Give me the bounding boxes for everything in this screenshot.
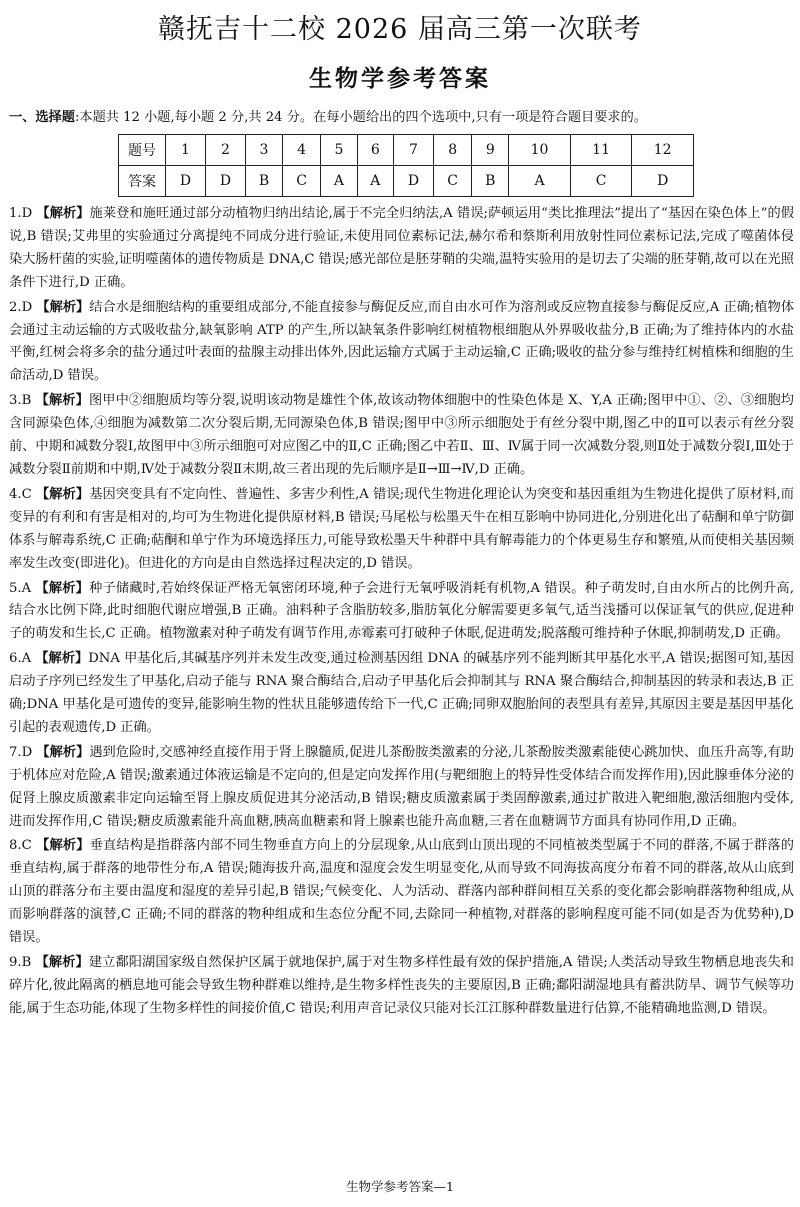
item-number: 4.C [9,486,32,502]
section-heading [9,108,794,128]
item-text: 结合水是细胞结构的重要组成部分,不能直接参与酶促反应,而自由水可作为溶剂或反应物直接参与酶促反应,A 正确;植物体会通过主动运输的方式吸收盐分,缺氧影响 ATP 的产生,所以缺氧条件影响红树植物根细胞从外界吸收盐分,B 正确;为了维持体内的水盐平衡,红树会将多余的盐分通过叶表面的盐腺主动排出体外,因此运输方式属于主动运输,C 正确;吸收的盐分参与维持红树植株和细胞的生命活动,D 错误。 [9,299,795,384]
answer-cell: C [434,166,472,197]
answer-cell: A [357,166,393,197]
explanation-item-8 [9,835,794,950]
analysis-tag: 【解析】 [36,299,90,315]
question-number-cell: 8 [434,135,472,166]
item-text: DNA 甲基化后,其碱基序列并未发生改变,通过检测基因组 DNA 的碱基序列不能判断其甲基化水平,A 错误;据图可知,基因启动子序列已经发生了甲基化,启动子能与 RNA 聚合酶结合,启动子甲基化后会抑制其与 RNA 聚合酶结合,抑制基因的转录和表达,B 正确;DNA 甲基化是可遗传的变异,能影响生物的性状且能够遗传给下一代,C 正确;同卵双胞胎间的表型具有差异,其原因主要是基因甲基化引起的表观遗传,D 正确。 [9,651,794,735]
question-number-cell: 11 [570,135,632,166]
question-number-cell: 9 [472,135,509,166]
section-number: 一、 [9,110,36,125]
item-text: 遇到危险时,交感神经直接作用于肾上腺髓质,促进儿茶酚胺类激素的分泌,儿茶酚胺类激素能使心跳加快、血压升高等,有助于机体应对危险,A 错误;激素通过体液运输是不定向的,但是定向发挥作用(与靶细胞上的特异性受体结合而发挥作用),因此腺垂体分泌的促肾上腺皮质激素非定向运输至肾上腺皮质促进其分泌活动,B 错误;糖皮质激素属于类固醇激素,通过扩散进入靶细胞,激活细胞内受体,进而发挥作用,C 错误;糖皮质激素能升高血糖,胰高血糖素和肾上腺素也能升高血糖,三者在血糖调节方面具有协同作用,D 正确。 [9,744,795,829]
analysis-tag: 【解析】 [35,393,89,409]
item-text: 种子储藏时,若始终保证严格无氧密闭环境,种子会进行无氧呼吸消耗有机物,A 错误。种子萌发时,自由水所占的比例升高,结合水比例下降,此时细胞代谢应增强,B 正确。油料种子含脂肪较多,脂肪氧化分解需要更多氧气,适当浅播可以保证氧气的供应,促进种子的萌发和生长,C 正确。植物激素对种子萌发有调节作用,赤霉素可打破种子休眠,促进萌发;脱落酸可维持种子休眠,抑制萌发,D 正确。 [9,580,795,642]
answer-cell: B [246,166,283,197]
section-instructions: :本题共 12 小题,每小题 2 分,共 24 分。在每小题给出的四个选项中,只有一项是符合题目要求的。 [74,110,647,125]
analysis-tag: 【解析】 [35,651,89,667]
explanation-list [9,203,794,1023]
item-text: 建立鄱阳湖国家级自然保护区属于就地保护,属于对生物多样性最有效的保护措施,A 错误;人类活动导致生物栖息地丧失和碎片化,彼此隔离的栖息地可能会导致生物种群难以维持,是生物多样性丧失的主要原因,B 正确;鄱阳湖湿地具有蓄洪防旱、调节气候等功能,属于生态功能,体现了生物多样性的间接价值,C 错误;利用声音记录仪只能对长江江豚种群数量进行估算,不能精确地监测,D 错误。 [9,955,794,1016]
analysis-tag: 【解析】 [36,838,90,854]
question-number-cell: 12 [632,135,694,166]
analysis-tag: 【解析】 [36,206,90,221]
item-text: 图甲中②细胞质均等分裂,说明该动物是雄性个体,故该动物体细胞中的性染色体是 X、Y,A 正确;图甲中①、②、③细胞均含同源染色体,④细胞为减数第二次分裂后期,无同源染色体,B 错误;图甲中③所示细胞处于有丝分裂中期,图乙中的Ⅱ可以表示有丝分裂前、中期和减数分裂Ⅰ,故图甲中③所示细胞可对应图乙中的Ⅱ,C 正确;图乙中若Ⅱ、Ⅲ、Ⅳ属于同一次减数分裂,则Ⅱ处于减数分裂Ⅰ,Ⅲ处于减数分裂Ⅱ前期和中期,Ⅳ处于减数分裂Ⅱ末期,故三者出现的先后顺序是Ⅱ→Ⅲ→Ⅳ,D 正确。 [9,393,794,477]
section-name: 选择题 [35,110,75,125]
question-number-cell: 4 [282,135,320,166]
item-number: 9.B [9,955,32,970]
answer-cell: A [509,166,571,197]
explanation-item-4 [9,484,794,576]
question-number-cell: 5 [321,135,357,166]
item-text: 垂直结构是指群落内部不同生物垂直方向上的分层现象,从山底到山顶出现的不同植被类型属于不同的群落,不属于群落的垂直结构,属于群落的地带性分布,A 错误;随海拔升高,温度和湿度会发生明显变化,从而导致不同海拔高度分布着不同的群落,故从山底到山顶的群落分布主要由温度和湿度的差异引起,B 错误;气候变化、人为活动、群落内部种群间相互关系的变化都会影响群落物种组成,从而影响群落的演替,C 正确;不同的群落的物种组成和生态位分配不同,去除同一种植物,对群落的影响程度可能不同(如是否为优势种),D 错误。 [9,838,794,946]
item-number: 7.D [9,744,33,760]
explanation-item-9 [9,952,794,1021]
explanation-item-3 [9,390,794,482]
question-number-cell: 6 [357,135,393,166]
item-text: 基因突变具有不定向性、普遍性、多害少利性,A 错误;现代生物进化理论认为突变和基因重组为生物进化提供了原材料,而变异的有利和有害是相对的,均可为生物进化提供原材料,B 错误;马尾松与松墨天牛在相互影响中协同进化,分别进化出了萜酮和单宁防御体系与解毒系统,C 正确;萜酮和单宁作为环境选择压力,可能导致松墨天牛种群中具有解毒能力的个体更易生存和繁殖,从而使相关基因频率发生改变(即进化)。但进化的方向是由自然选择过程决定的,D 错误。 [9,486,794,571]
analysis-tag: 【解析】 [35,955,89,970]
answer-cell: D [166,166,206,197]
answer-cell: D [632,166,694,197]
item-number: 8.C [9,838,32,854]
question-number-cell: 3 [246,135,283,166]
answer-cell: C [570,166,632,197]
item-number: 6.A [9,651,32,667]
explanation-item-1 [9,203,794,295]
row-header-answer: 答案 [119,166,166,197]
page-subtitle: 生物学参考答案 [309,66,491,92]
question-number-cell: 7 [394,135,434,166]
answer-table-answer-row [119,166,694,197]
answer-cell: A [321,166,357,197]
answer-cell: C [282,166,320,197]
analysis-tag: 【解析】 [35,580,90,596]
row-header-number: 题号 [119,135,166,166]
page-title: 赣抚吉十二校 2026 届高三第一次联考 [158,14,642,45]
item-number: 5.A [9,580,32,596]
explanation-item-5 [9,578,794,647]
explanation-item-6 [9,648,794,740]
answer-table [118,134,694,197]
item-number: 1.D [9,206,33,221]
answer-cell: B [472,166,509,197]
item-number: 3.B [9,393,32,409]
answer-cell: D [394,166,434,197]
page-footer: 生物学参考答案—1 [346,1179,454,1194]
question-number-cell: 10 [509,135,571,166]
explanation-item-2 [9,297,794,389]
item-number: 2.D [9,299,33,315]
explanation-item-7 [9,742,794,834]
analysis-tag: 【解析】 [36,486,90,502]
answer-cell: D [206,166,246,197]
item-text: 施莱登和施旺通过部分动植物归纳出结论,属于不完全归纳法,A 错误;萨顿运用“类比推理法”提出了“基因在染色体上”的假说,B 错误;艾弗里的实验通过分离提纯不同成分进行验证,未使用同位素标记法,赫尔希和蔡斯利用放射性同位素标记法,完成了噬菌体侵染大肠杆菌的实验,证明噬菌体的遗传物质是 DNA,C 错误;感光部位是胚芽鞘的尖端,温特实验用的是切去了尖端的胚芽鞘,故可以在光照条件下进行,D 正确。 [9,206,794,290]
question-number-cell: 1 [166,135,206,166]
answer-table-number-row [119,135,694,166]
analysis-tag: 【解析】 [36,744,90,760]
question-number-cell: 2 [206,135,246,166]
